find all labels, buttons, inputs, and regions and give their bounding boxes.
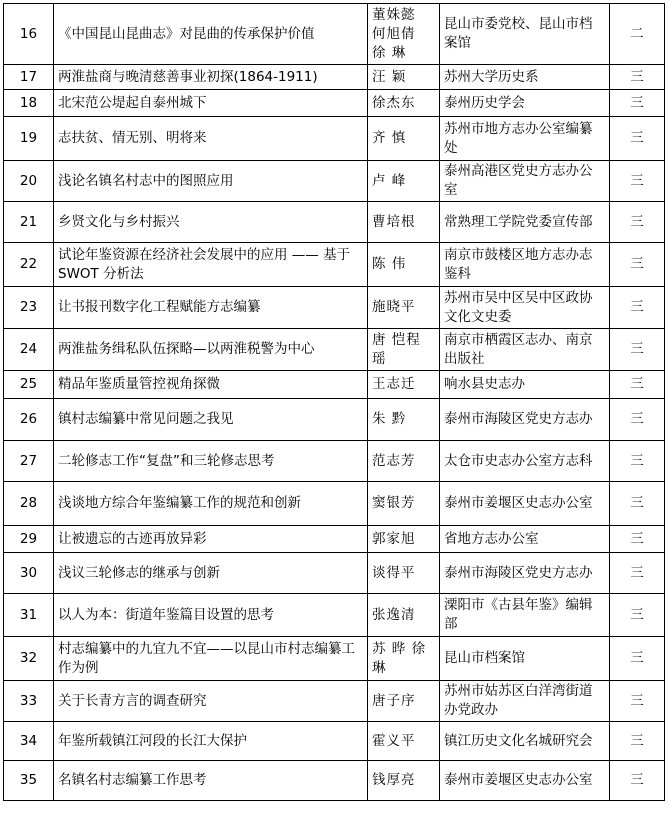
table-row — [4, 681, 665, 722]
table-row — [4, 399, 665, 441]
table-row — [4, 371, 665, 399]
author-unit: 镇江历史文化名城研究会 — [440, 722, 610, 761]
author-name: 范志芳 — [368, 441, 440, 482]
row-number: 33 — [4, 681, 54, 722]
author-unit: 苏州大学历史系 — [440, 65, 610, 90]
table-row — [4, 4, 665, 65]
author-name: 曹培根 — [368, 202, 440, 243]
author-name: 唐 恺程瑶 — [368, 329, 440, 371]
author-name: 王志迁 — [368, 371, 440, 399]
row-number: 17 — [4, 65, 54, 90]
award-level: 三 — [610, 594, 665, 637]
author-name: 窦银芳 — [368, 482, 440, 526]
row-number: 21 — [4, 202, 54, 243]
author-unit: 南京市鼓楼区地方志办志鉴科 — [440, 243, 610, 287]
table-row — [4, 526, 665, 553]
paper-title: 浅议三轮修志的继承与创新 — [54, 553, 368, 594]
author-unit: 泰州市海陵区党史方志办 — [440, 399, 610, 441]
row-number: 35 — [4, 761, 54, 801]
author-unit: 苏州市吴中区吴中区政协文化文史委 — [440, 287, 610, 329]
author-name: 苏 晔 徐 琳 — [368, 637, 440, 681]
row-number: 25 — [4, 371, 54, 399]
table-row — [4, 761, 665, 801]
row-number: 20 — [4, 161, 54, 202]
award-level: 三 — [610, 681, 665, 722]
award-level: 三 — [610, 243, 665, 287]
author-name: 唐子序 — [368, 681, 440, 722]
row-number: 16 — [4, 4, 54, 65]
table-row — [4, 594, 665, 637]
row-number: 22 — [4, 243, 54, 287]
award-level: 三 — [610, 117, 665, 161]
award-level: 三 — [610, 482, 665, 526]
row-number: 29 — [4, 526, 54, 553]
award-level: 三 — [610, 90, 665, 117]
author-unit: 泰州市姜堰区史志办公室 — [440, 761, 610, 801]
author-name: 郭家旭 — [368, 526, 440, 553]
award-table — [3, 3, 665, 801]
author-unit: 苏州市地方志办公室编纂处 — [440, 117, 610, 161]
author-name: 钱厚亮 — [368, 761, 440, 801]
row-number: 31 — [4, 594, 54, 637]
author-name: 齐 慎 — [368, 117, 440, 161]
paper-title: 乡贤文化与乡村振兴 — [54, 202, 368, 243]
row-number: 30 — [4, 553, 54, 594]
award-level: 三 — [610, 371, 665, 399]
author-unit: 太仓市史志办公室方志科 — [440, 441, 610, 482]
author-name: 董姝懿 何旭倩 徐 琳 — [368, 4, 440, 65]
author-name: 卢 峰 — [368, 161, 440, 202]
row-number: 23 — [4, 287, 54, 329]
paper-title: 让书报刊数字化工程赋能方志编纂 — [54, 287, 368, 329]
award-level: 三 — [610, 399, 665, 441]
award-level: 二 — [610, 4, 665, 65]
row-number: 32 — [4, 637, 54, 681]
table-row — [4, 637, 665, 681]
paper-title: 镇村志编纂中常见问题之我见 — [54, 399, 368, 441]
award-level: 三 — [610, 761, 665, 801]
row-number: 19 — [4, 117, 54, 161]
paper-title: 两淮盐务缉私队伍探略—以两淮税警为中心 — [54, 329, 368, 371]
author-unit: 泰州高港区党史方志办公室 — [440, 161, 610, 202]
table-row — [4, 90, 665, 117]
author-name: 陈 伟 — [368, 243, 440, 287]
paper-title: 试论年鉴资源在经济社会发展中的应用 —— 基于 SWOT 分析法 — [54, 243, 368, 287]
award-level: 三 — [610, 553, 665, 594]
author-unit: 昆山市档案馆 — [440, 637, 610, 681]
award-level: 三 — [610, 441, 665, 482]
row-number: 24 — [4, 329, 54, 371]
paper-title: 两淮盐商与晚清慈善事业初探(1864-1911) — [54, 65, 368, 90]
award-level: 三 — [610, 65, 665, 90]
table-row — [4, 243, 665, 287]
paper-title: 精品年鉴质量管控视角探微 — [54, 371, 368, 399]
row-number: 26 — [4, 399, 54, 441]
paper-title: 让被遗忘的古迹再放异彩 — [54, 526, 368, 553]
table-row — [4, 329, 665, 371]
paper-title: 二轮修志工作“复盘”和三轮修志思考 — [54, 441, 368, 482]
award-level: 三 — [610, 161, 665, 202]
award-level: 三 — [610, 637, 665, 681]
paper-title: 年鉴所载镇江河段的长江大保护 — [54, 722, 368, 761]
author-unit: 常熟理工学院党委宣传部 — [440, 202, 610, 243]
author-name: 霍义平 — [368, 722, 440, 761]
paper-title: 名镇名村志编纂工作思考 — [54, 761, 368, 801]
table-row — [4, 287, 665, 329]
paper-title: 浅谈地方综合年鉴编纂工作的规范和创新 — [54, 482, 368, 526]
paper-title: 村志编纂中的九宜九不宜——以昆山市村志编纂工作为例 — [54, 637, 368, 681]
award-level: 三 — [610, 329, 665, 371]
paper-title: 浅论名镇名村志中的图照应用 — [54, 161, 368, 202]
award-level: 三 — [610, 722, 665, 761]
table-row — [4, 553, 665, 594]
award-level: 三 — [610, 287, 665, 329]
author-name: 张逸清 — [368, 594, 440, 637]
table-row — [4, 482, 665, 526]
author-unit: 泰州市海陵区党史方志办 — [440, 553, 610, 594]
row-number: 34 — [4, 722, 54, 761]
author-unit: 省地方志办公室 — [440, 526, 610, 553]
table-row — [4, 202, 665, 243]
author-unit: 响水县史志办 — [440, 371, 610, 399]
author-unit: 泰州历史学会 — [440, 90, 610, 117]
author-unit: 泰州市姜堰区史志办公室 — [440, 482, 610, 526]
author-unit: 苏州市姑苏区白洋湾街道办党政办 — [440, 681, 610, 722]
author-name: 徐杰东 — [368, 90, 440, 117]
author-name: 汪 颖 — [368, 65, 440, 90]
award-level: 三 — [610, 526, 665, 553]
row-number: 27 — [4, 441, 54, 482]
award-level: 三 — [610, 202, 665, 243]
row-number: 18 — [4, 90, 54, 117]
author-unit: 昆山市委党校、昆山市档案馆 — [440, 4, 610, 65]
paper-title: 志扶贫、情无别、明将来 — [54, 117, 368, 161]
table-row — [4, 441, 665, 482]
paper-title: 关于长青方言的调查研究 — [54, 681, 368, 722]
author-unit: 南京市栖霞区志办、南京出版社 — [440, 329, 610, 371]
table-row — [4, 117, 665, 161]
author-name: 朱 黔 — [368, 399, 440, 441]
table-row — [4, 65, 665, 90]
paper-title: 《中国昆山昆曲志》对昆曲的传承保护价值 — [54, 4, 368, 65]
table-row — [4, 161, 665, 202]
author-name: 谈得平 — [368, 553, 440, 594]
paper-title: 以人为本：街道年鉴篇目设置的思考 — [54, 594, 368, 637]
author-unit: 溧阳市《古县年鉴》编辑部 — [440, 594, 610, 637]
author-name: 施晓平 — [368, 287, 440, 329]
table-row — [4, 722, 665, 761]
table-body — [4, 4, 665, 801]
row-number: 28 — [4, 482, 54, 526]
paper-title: 北宋范公堤起自泰州城下 — [54, 90, 368, 117]
